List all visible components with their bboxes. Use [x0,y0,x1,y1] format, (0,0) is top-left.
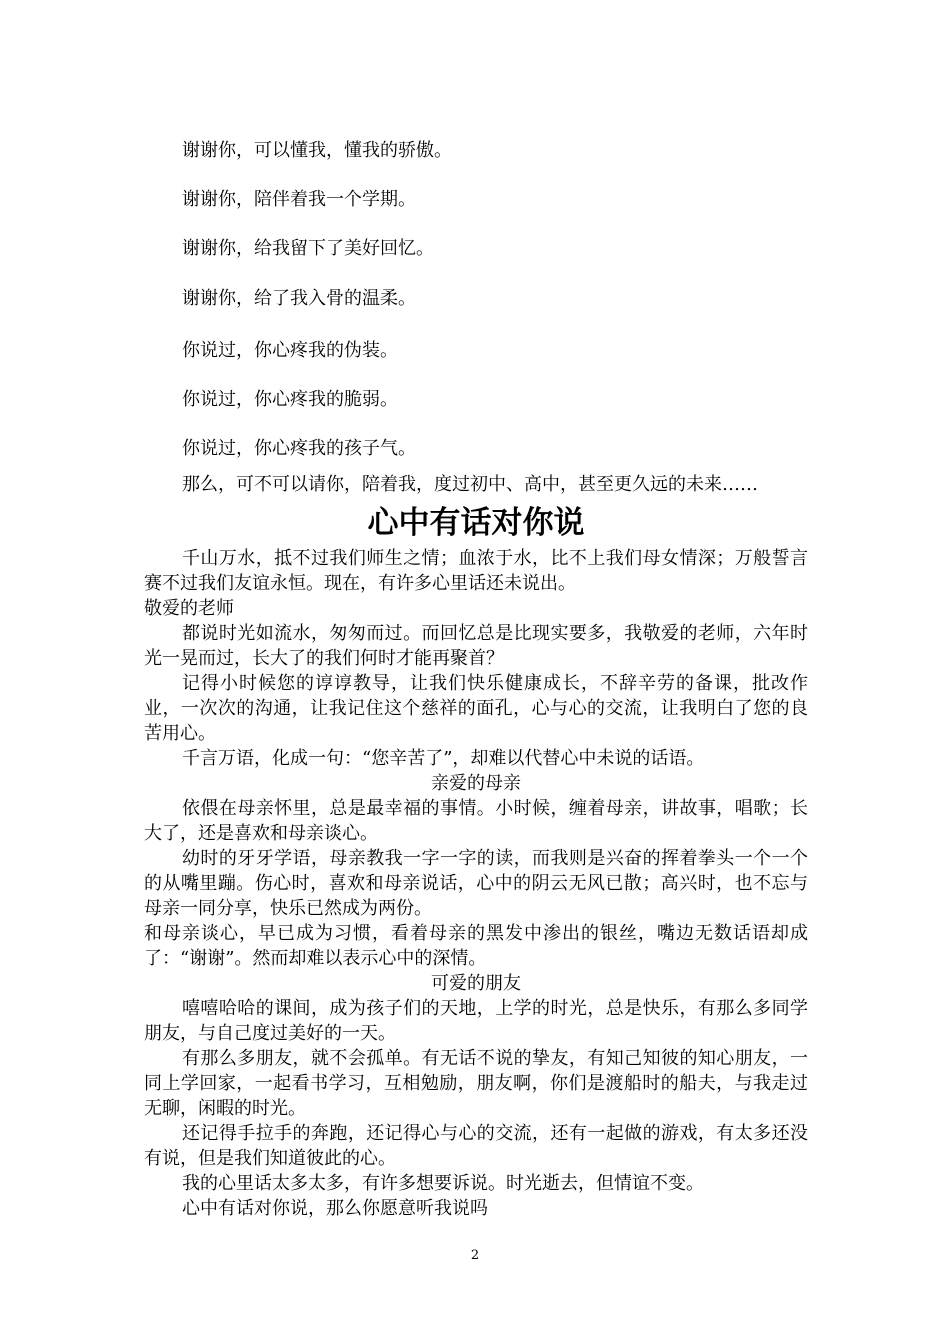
paragraph: 都说时光如流水，匆匆而过。而回忆总是比现实要多，我敬爱的老师，六年时光一晃而过，长大了的我们何时才能再聚首？ [144,623,808,669]
intro-line: 谢谢你，给我留下了美好回忆。 [182,238,434,259]
section-heading-friends: 可爱的朋友 [431,973,521,994]
paragraph: 记得小时候您的谆谆教导，让我们快乐健康成长，不辞辛劳的备课，批改作业，一次次的沟通，让我记住这个慈祥的面孔，心与心的交流，让我明白了您的良苦用心。 [144,673,808,744]
paragraph: 心中有话对你说，那么你愿意听我说吗 [182,1198,488,1219]
intro-line: 谢谢你，给了我入骨的温柔。 [182,288,416,309]
paragraph: 嘻嘻哈哈的课间，成为孩子们的天地，上学的时光，总是快乐，有那么多同学朋友，与自己度过美好的一天。 [144,998,808,1044]
page-number: 2 [470,1248,480,1263]
intro-line: 你说过，你心疼我的伪装。 [182,340,398,361]
section-heading-teacher: 敬爱的老师 [144,598,234,619]
paragraph: 有那么多朋友，就不会孤单。有无话不说的挚友，有知己知彼的知心朋友，一同上学回家，一起看书学习，互相勉励，朋友啊，你们是渡船时的船夫，与我走过无聊，闲暇的时光。 [144,1048,808,1119]
intro-line: 谢谢你，可以懂我，懂我的骄傲。 [182,140,452,161]
intro-line: 那么，可不可以请你，陪着我，度过初中、高中，甚至更久远的未来…… [182,474,758,495]
paragraph: 千言万语，化成一句：“您辛苦了”，却难以代替心中未说的话语。 [182,748,705,769]
essay-body [144,546,808,1221]
intro-line: 谢谢你，陪伴着我一个学期。 [182,189,416,210]
paragraph: 依偎在母亲怀里，总是最幸福的事情。小时候，缠着母亲，讲故事，唱歌；长大了，还是喜欢和母亲谈心。 [144,798,808,844]
paragraph: 我的心里话太多太多，有许多想要诉说。时光逝去，但情谊不变。 [182,1173,704,1194]
opening-paragraph: 千山万水，抵不过我们师生之情；血浓于水，比不上我们母女情深；万般誓言赛不过我们友谊永恒。现在，有许多心里话还未说出。 [144,548,808,594]
intro-line: 你说过，你心疼我的脆弱。 [182,389,398,410]
paragraph: 幼时的牙牙学语，母亲教我一字一字的读，而我则是兴奋的挥着拳头一个一个的从嘴里蹦。伤心时，喜欢和母亲说话，心中的阴云无风已散；高兴时，也不忘与母亲一同分享，快乐已然成为两份。 [144,848,808,919]
section-heading-mother: 亲爱的母亲 [431,773,521,794]
paragraph: 和母亲谈心，早已成为习惯，看着母亲的黑发中渗出的银丝，嘴边无数话语却成了：“谢谢”。然而却难以表示心中的深情。 [144,923,808,969]
paragraph: 还记得手拉手的奔跑，还记得心与心的交流，还有一起做的游戏，有太多还没有说，但是我们知道彼此的心。 [144,1123,808,1169]
intro-line: 你说过，你心疼我的孩子气。 [182,438,416,459]
essay-title: 心中有话对你说 [367,505,585,541]
